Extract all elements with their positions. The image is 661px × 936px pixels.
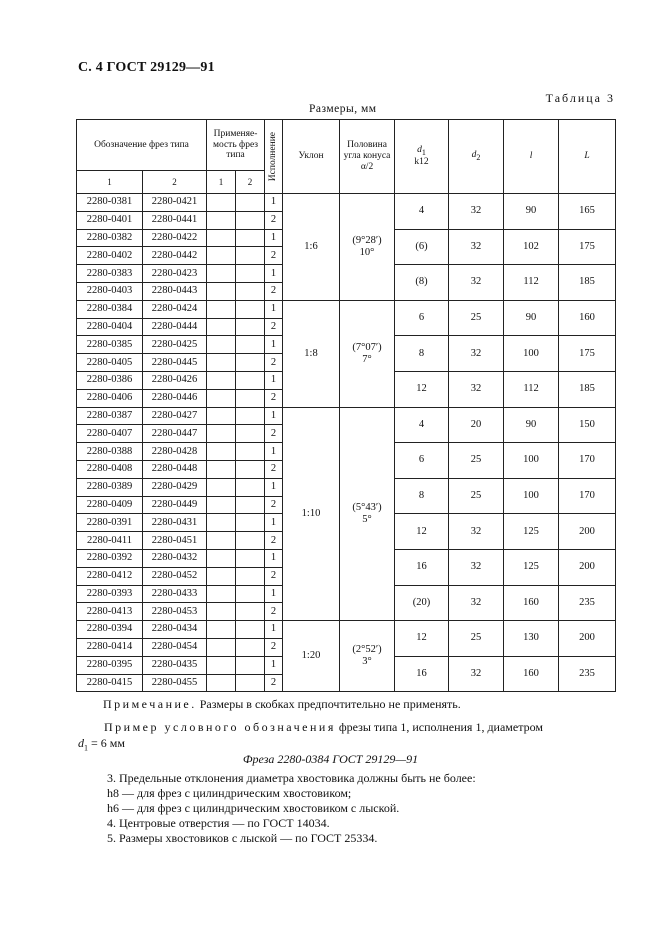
cell-designation-type1: 2280-0391 [77,514,143,532]
cell-designation-type2: 2280-0427 [143,407,207,425]
cell-designation-type2: 2280-0445 [143,354,207,372]
cell-designation-type2: 2280-0424 [143,300,207,318]
cell-designation-type2: 2280-0455 [143,674,207,692]
cell-designation-type2: 2280-0453 [143,603,207,621]
cell-designation-type1: 2280-0392 [77,549,143,567]
cell-designation-type1: 2280-0405 [77,354,143,372]
cell-applicability-type2 [236,443,265,461]
cell-d1: 4 [395,194,449,230]
cell-l: 90 [504,194,559,230]
cell-applicability-type1 [207,300,236,318]
cell-l: 112 [504,265,559,301]
cell-designation-type2: 2280-0441 [143,211,207,229]
cell-l: 160 [504,656,559,692]
clause-3-h6: h6 — для фрез с цилиндрическим хвостовиком с лыской. [107,801,400,815]
cutter-dimensions-table [76,119,616,692]
cell-execution: 2 [265,354,283,372]
cell-half-angle [340,621,395,692]
cell-applicability-type1 [207,549,236,567]
cell-execution: 1 [265,300,283,318]
cell-applicability-type1 [207,567,236,585]
cell-execution: 2 [265,674,283,692]
cell-execution: 2 [265,247,283,265]
cell-l: 130 [504,621,559,657]
cell-l: 90 [504,407,559,443]
cell-applicability-type2 [236,229,265,247]
page-header: С. 4 ГОСТ 29129—91 [78,60,215,75]
cell-execution: 1 [265,336,283,354]
cell-d2: 32 [449,549,504,585]
cell-designation-type2: 2280-0431 [143,514,207,532]
header-d2-sub: 2 [476,153,481,163]
cell-designation-type1: 2280-0401 [77,211,143,229]
cell-applicability-type1 [207,532,236,550]
header-d1-symbol: d [417,145,422,155]
header-d1-sub: 1 [421,147,426,157]
cell-execution: 2 [265,603,283,621]
table-note [103,697,461,712]
cell-d1: 12 [395,371,449,407]
cell-d2: 20 [449,407,504,443]
cell-applicability-type2 [236,674,265,692]
cell-designation-type1: 2280-0395 [77,656,143,674]
example-d-var: d [78,736,84,750]
cell-applicability-type2 [236,354,265,372]
cell-execution: 1 [265,194,283,212]
cell-slope: 1:6 [283,194,340,301]
cell-designation-type1: 2280-0402 [77,247,143,265]
cell-applicability-type2 [236,389,265,407]
cell-applicability-type1 [207,443,236,461]
cell-designation-type2: 2280-0448 [143,460,207,478]
cell-d1: (20) [395,585,449,621]
angle-exact: (7°07′) [352,341,382,353]
header-L-symbol: L [584,151,590,162]
dimensions-caption: Размеры, мм [309,103,377,115]
header-l [504,120,559,194]
cell-L: 200 [559,549,616,585]
cell-designation-type2: 2280-0433 [143,585,207,603]
cell-designation-type1: 2280-0404 [77,318,143,336]
cell-applicability-type1 [207,460,236,478]
cell-applicability-type1 [207,621,236,639]
cell-designation-type1: 2280-0409 [77,496,143,514]
cell-designation-type1: 2280-0406 [77,389,143,407]
cell-execution: 1 [265,265,283,283]
cell-execution: 2 [265,496,283,514]
example-text: фрезы типа 1, исполнения 1, диаметром [335,720,543,734]
cell-designation-type2: 2280-0447 [143,425,207,443]
cell-designation-type1: 2280-0386 [77,371,143,389]
cell-designation-type1: 2280-0407 [77,425,143,443]
table-row [77,194,616,212]
header-d2-symbol: d [471,150,477,161]
cell-execution: 1 [265,443,283,461]
cell-l: 100 [504,443,559,479]
header-l-symbol: l [529,151,533,162]
cell-applicability-type1 [207,354,236,372]
header-col-2: 2 [143,171,207,194]
cell-applicability-type2 [236,656,265,674]
cell-applicability-type1 [207,585,236,603]
note-label: Примечание. [103,697,197,711]
cell-execution: 2 [265,282,283,300]
cell-designation-type2: 2280-0422 [143,229,207,247]
header-slope: Уклон [283,120,340,194]
cell-designation-type1: 2280-0403 [77,282,143,300]
cell-d2: 32 [449,336,504,372]
cell-applicability-type2 [236,336,265,354]
table-caption: Таблица 3 [545,91,615,105]
cell-applicability-type1 [207,674,236,692]
cell-execution: 2 [265,318,283,336]
cell-designation-type2: 2280-0454 [143,638,207,656]
cell-d1: 12 [395,621,449,657]
header-L [559,120,616,194]
cell-d2: 32 [449,371,504,407]
cell-applicability-type1 [207,514,236,532]
cell-designation-type1: 2280-0387 [77,407,143,425]
cell-l: 125 [504,549,559,585]
cell-designation-type2: 2280-0432 [143,549,207,567]
cell-applicability-type2 [236,211,265,229]
cell-applicability-type2 [236,407,265,425]
cell-applicability-type1 [207,247,236,265]
example-d-value: = 6 мм [88,736,125,750]
table-row [77,300,616,318]
cell-slope: 1:20 [283,621,340,692]
cell-designation-type1: 2280-0384 [77,300,143,318]
cell-applicability-type2 [236,318,265,336]
cell-half-angle [340,194,395,301]
header-d1-tolerance: k12 [414,157,429,168]
cell-applicability-type1 [207,229,236,247]
cell-d1: 12 [395,514,449,550]
header-applicability: Применяе-мость фрез типа [207,120,265,171]
header-execution-label: Исполнение [268,131,279,182]
cell-designation-type1: 2280-0414 [77,638,143,656]
cell-execution: 1 [265,407,283,425]
cell-execution: 1 [265,621,283,639]
header-col-1: 1 [77,171,143,194]
cell-l: 100 [504,336,559,372]
cell-designation-type1: 2280-0385 [77,336,143,354]
cell-d1: 16 [395,549,449,585]
cell-L: 185 [559,371,616,407]
cell-applicability-type2 [236,496,265,514]
cell-execution: 2 [265,460,283,478]
angle-rounded: 10° [359,246,375,258]
cell-slope: 1:10 [283,407,340,621]
cell-applicability-type1 [207,282,236,300]
cell-applicability-type2 [236,532,265,550]
cell-d1: (8) [395,265,449,301]
cell-L: 235 [559,585,616,621]
cell-designation-type1: 2280-0394 [77,621,143,639]
cell-designation-type1: 2280-0389 [77,478,143,496]
cell-l: 90 [504,300,559,336]
cell-L: 165 [559,194,616,230]
cell-applicability-type1 [207,318,236,336]
cell-execution: 2 [265,567,283,585]
cell-d1: 6 [395,443,449,479]
cell-l: 112 [504,371,559,407]
cell-designation-type1: 2280-0382 [77,229,143,247]
clause-3: 3. Предельные отклонения диаметра хвостовика должны быть не более: [107,771,476,785]
cell-L: 150 [559,407,616,443]
cell-designation-type2: 2280-0421 [143,194,207,212]
cell-execution: 2 [265,532,283,550]
cell-half-angle [340,300,395,407]
cell-applicability-type2 [236,621,265,639]
cell-L: 235 [559,656,616,692]
example-label: Пример условного обозначения [104,720,336,734]
cell-execution: 1 [265,371,283,389]
angle-rounded: 7° [362,353,372,365]
cell-designation-type1: 2280-0415 [77,674,143,692]
cell-designation-type1: 2280-0383 [77,265,143,283]
cell-designation-type2: 2280-0451 [143,532,207,550]
cell-applicability-type2 [236,478,265,496]
table-row [77,621,616,639]
header-d2 [449,120,504,194]
cell-applicability-type2 [236,638,265,656]
cell-applicability-type2 [236,300,265,318]
cell-execution: 1 [265,585,283,603]
cell-applicability-type2 [236,460,265,478]
cell-execution: 2 [265,211,283,229]
cell-designation-type2: 2280-0442 [143,247,207,265]
cell-d2: 32 [449,514,504,550]
cell-applicability-type2 [236,514,265,532]
cell-half-angle [340,407,395,621]
cell-designation-type2: 2280-0435 [143,656,207,674]
cell-applicability-type1 [207,211,236,229]
cell-applicability-type2 [236,247,265,265]
clause-4: 4. Центровые отверстия — по ГОСТ 14034. [107,816,330,830]
cell-designation-type1: 2280-0412 [77,567,143,585]
angle-exact: (2°52′) [352,644,382,656]
cell-l: 102 [504,229,559,265]
cell-applicability-type2 [236,265,265,283]
cell-applicability-type2 [236,549,265,567]
cell-L: 175 [559,229,616,265]
cell-designation-type2: 2280-0429 [143,478,207,496]
cell-execution: 2 [265,638,283,656]
cell-applicability-type1 [207,603,236,621]
cell-execution: 1 [265,656,283,674]
cell-applicability-type2 [236,425,265,443]
cell-d1: 4 [395,407,449,443]
cell-applicability-type1 [207,389,236,407]
cell-applicability-type1 [207,407,236,425]
cell-d2: 32 [449,585,504,621]
cell-d2: 25 [449,621,504,657]
example-d-sub: 1 [84,743,88,753]
cell-applicability-type1 [207,656,236,674]
angle-exact: (5°43′) [352,501,382,513]
cell-designation-type2: 2280-0423 [143,265,207,283]
cell-applicability-type2 [236,585,265,603]
header-half-angle: Половина угла конуса α/2 [340,120,395,194]
clause-5: 5. Размеры хвостовиков с лыской — по ГОСТ 25334. [107,831,378,845]
cell-designation-type2: 2280-0452 [143,567,207,585]
cell-d2: 32 [449,656,504,692]
cell-designation-type1: 2280-0388 [77,443,143,461]
cell-designation-type2: 2280-0426 [143,371,207,389]
cell-slope: 1:8 [283,300,340,407]
cell-L: 175 [559,336,616,372]
cell-designation-type2: 2280-0444 [143,318,207,336]
cell-designation-type2: 2280-0443 [143,282,207,300]
cell-designation-type2: 2280-0428 [143,443,207,461]
cell-designation-type2: 2280-0425 [143,336,207,354]
header-execution [265,120,283,194]
angle-rounded: 5° [362,513,372,525]
cell-designation-type1: 2280-0413 [77,603,143,621]
cell-execution: 2 [265,389,283,407]
clauses [107,771,476,846]
cell-execution: 1 [265,229,283,247]
cell-designation-type1: 2280-0408 [77,460,143,478]
cell-applicability-type2 [236,567,265,585]
clause-3-h8: h8 — для фрез с цилиндрическим хвостовиком; [107,786,352,800]
cell-L: 200 [559,621,616,657]
cell-d1: (6) [395,229,449,265]
cell-L: 170 [559,443,616,479]
header-d1 [395,120,449,194]
cell-d1: 16 [395,656,449,692]
table-row [77,407,616,425]
cell-applicability-type1 [207,478,236,496]
cell-d2: 25 [449,478,504,514]
cell-d1: 8 [395,478,449,514]
cell-execution: 1 [265,514,283,532]
note-text: Размеры в скобках предпочтительно не применять. [196,697,461,711]
cell-l: 125 [504,514,559,550]
cell-L: 185 [559,265,616,301]
cell-designation-type2: 2280-0434 [143,621,207,639]
cell-designation-type1: 2280-0393 [77,585,143,603]
cell-L: 160 [559,300,616,336]
cell-designation-type1: 2280-0411 [77,532,143,550]
header-app-2: 2 [236,171,265,194]
cell-applicability-type1 [207,638,236,656]
cell-d2: 32 [449,194,504,230]
header-app-1: 1 [207,171,236,194]
cell-execution: 2 [265,425,283,443]
cell-L: 170 [559,478,616,514]
cell-execution: 1 [265,478,283,496]
cell-applicability-type1 [207,336,236,354]
cell-d2: 25 [449,300,504,336]
header-designation: Обозначение фрез типа [77,120,207,171]
cell-applicability-type1 [207,371,236,389]
cell-applicability-type2 [236,282,265,300]
cell-d2: 25 [449,443,504,479]
cell-applicability-type2 [236,371,265,389]
cell-d1: 6 [395,300,449,336]
cell-applicability-type2 [236,194,265,212]
cell-applicability-type1 [207,425,236,443]
designation-example [78,719,616,756]
cell-applicability-type1 [207,496,236,514]
cell-designation-type1: 2280-0381 [77,194,143,212]
cell-l: 100 [504,478,559,514]
cell-d1: 8 [395,336,449,372]
cell-L: 200 [559,514,616,550]
cell-designation-type2: 2280-0449 [143,496,207,514]
cell-designation-type2: 2280-0446 [143,389,207,407]
cell-applicability-type1 [207,194,236,212]
cell-applicability-type1 [207,265,236,283]
cell-execution: 1 [265,549,283,567]
cell-l: 160 [504,585,559,621]
cell-d2: 32 [449,265,504,301]
angle-exact: (9°28′) [352,234,382,246]
cell-d2: 32 [449,229,504,265]
angle-rounded: 3° [362,656,372,668]
designation-formula: Фреза 2280-0384 ГОСТ 29129—91 [242,752,419,766]
cell-applicability-type2 [236,603,265,621]
